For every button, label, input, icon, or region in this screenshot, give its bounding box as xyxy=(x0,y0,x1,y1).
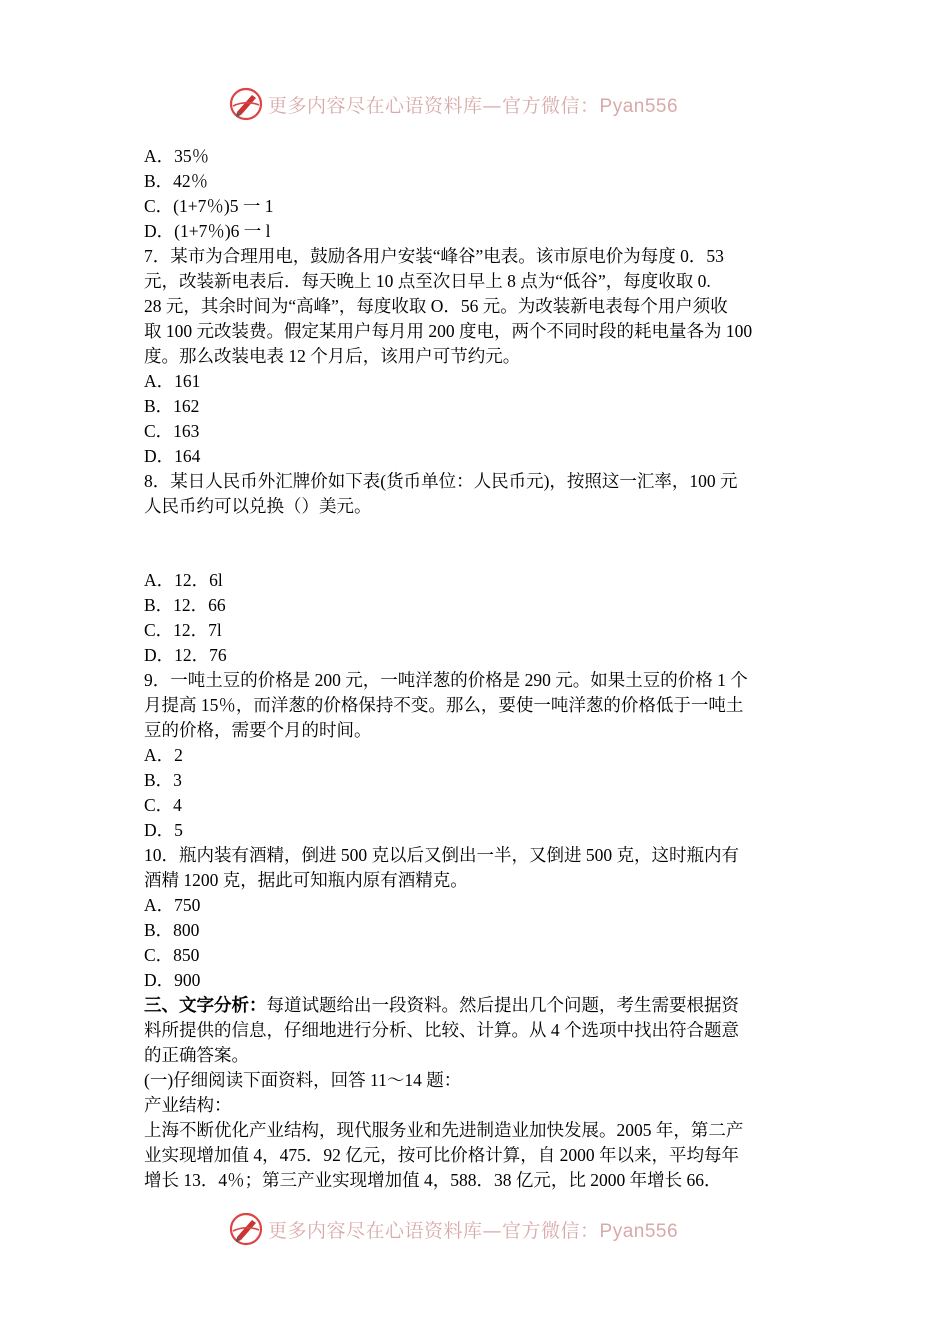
pen-logo-icon xyxy=(228,1211,264,1247)
q9-text-line: 豆的价格，需要个月的时间。 xyxy=(144,720,372,740)
q7-text-line: 度。那么改装电表 12 个月后，该用户可节约元。 xyxy=(144,346,521,366)
q9-option-c: C．4 xyxy=(144,795,182,815)
q7-option-d: D．164 xyxy=(144,446,201,466)
pen-logo-icon xyxy=(228,86,264,122)
q6-option-a: A．35％ xyxy=(144,146,210,166)
section3-intro-line: 料所提供的信息，仔细地进行分析、比较、计算。从 4 个选项中找出符合题意 xyxy=(144,1020,739,1040)
watermark-text: 更多内容尽在心语资料库—官方微信：Pyan556 xyxy=(268,1219,679,1242)
q9-option-b: B．3 xyxy=(144,770,182,790)
q10-option-a: A．750 xyxy=(144,895,201,915)
passage-line: 业实现增加值 4，475．92 亿元，按可比价格计算，自 2000 年以来，平均每年 xyxy=(144,1145,739,1165)
q7-option-b: B．162 xyxy=(144,396,200,416)
q7-option-a: A．161 xyxy=(144,371,201,391)
q8-option-c: C．12．7l xyxy=(144,620,222,640)
q7-text-line: 取 100 元改装费。假定某用户每月用 200 度电，两个不同时段的耗电量各为 100 xyxy=(144,321,753,341)
section3-intro-line: 三、文字分析：每道试题给出一段资料。然后提出几个问题，考生需要根据资 xyxy=(144,995,739,1015)
q8-text-line: 8．某日人民币外汇牌价如下表(货币单位：人民币元)，按照这一汇率，100 元 xyxy=(144,471,738,491)
q10-option-d: D．900 xyxy=(144,970,201,990)
q8-option-a: A．12．6l xyxy=(144,570,223,590)
q9-option-d: D．5 xyxy=(144,820,183,840)
q6-option-b: B．42％ xyxy=(144,171,209,191)
passage-line: 增长 13．4％；第三产业实现增加值 4，588．38 亿元，比 2000 年增长 66． xyxy=(144,1170,722,1190)
q10-text-line: 酒精 1200 克，据此可知瓶内原有酒精克。 xyxy=(144,870,468,890)
q7-text-line: 元，改装新电表后．每天晚上 10 点至次日早上 8 点为“低谷”，每度收取 0. xyxy=(144,271,711,291)
section3-intro-line: 的正确答案。 xyxy=(144,1045,249,1065)
q8-text-line: 人民币约可以兑换（）美元。 xyxy=(144,496,372,516)
header-watermark-banner xyxy=(228,86,678,122)
q9-text-line: 月提高 15％，而洋葱的价格保持不变。那么，要使一吨洋葱的价格低于一吨土 xyxy=(144,695,744,715)
q10-option-c: C．850 xyxy=(144,945,200,965)
q6-option-d: D．(1+7％)6 一 l xyxy=(144,221,271,241)
footer-watermark-banner xyxy=(228,1211,678,1247)
q10-text-line: 10．瓶内装有酒精，倒进 500 克以后又倒出一半，又倒进 500 克，这时瓶内有 xyxy=(144,845,739,865)
q7-text-line: 28 元，其余时间为“高峰”，每度收取 O．56 元。为改装新电表每个用户须收 xyxy=(144,296,728,316)
missing-table-space xyxy=(144,519,810,568)
passage-heading: 产业结构： xyxy=(144,1095,232,1115)
q9-option-a: A．2 xyxy=(144,745,183,765)
q9-text-line: 9．一吨土豆的价格是 200 元，一吨洋葱的价格是 290 元。如果土豆的价格 1 个 xyxy=(144,670,748,690)
passage-line: 上海不断优化产业结构，现代服务业和先进制造业加快发展。2005 年，第二产 xyxy=(144,1120,744,1140)
watermark-text: 更多内容尽在心语资料库—官方微信：Pyan556 xyxy=(268,94,679,117)
document-body xyxy=(144,144,810,1193)
wechat-id: Pyan556 xyxy=(599,1220,679,1242)
q6-option-c: C．(1+7％)5 一 1 xyxy=(144,196,274,216)
q8-option-d: D．12．76 xyxy=(144,645,227,665)
q7-text-line: 7．某市为合理用电，鼓励各用户安装“峰谷”电表。该市原电价为每度 0．53 xyxy=(144,246,724,266)
q10-option-b: B．800 xyxy=(144,920,200,940)
section3-title: 三、文字分析： xyxy=(144,995,267,1015)
q7-option-c: C．163 xyxy=(144,421,200,441)
q8-option-b: B．12．66 xyxy=(144,595,226,615)
section3-subheading: (一)仔细阅读下面资料，回答 11～14 题： xyxy=(144,1070,462,1090)
wechat-id: Pyan556 xyxy=(599,95,679,117)
